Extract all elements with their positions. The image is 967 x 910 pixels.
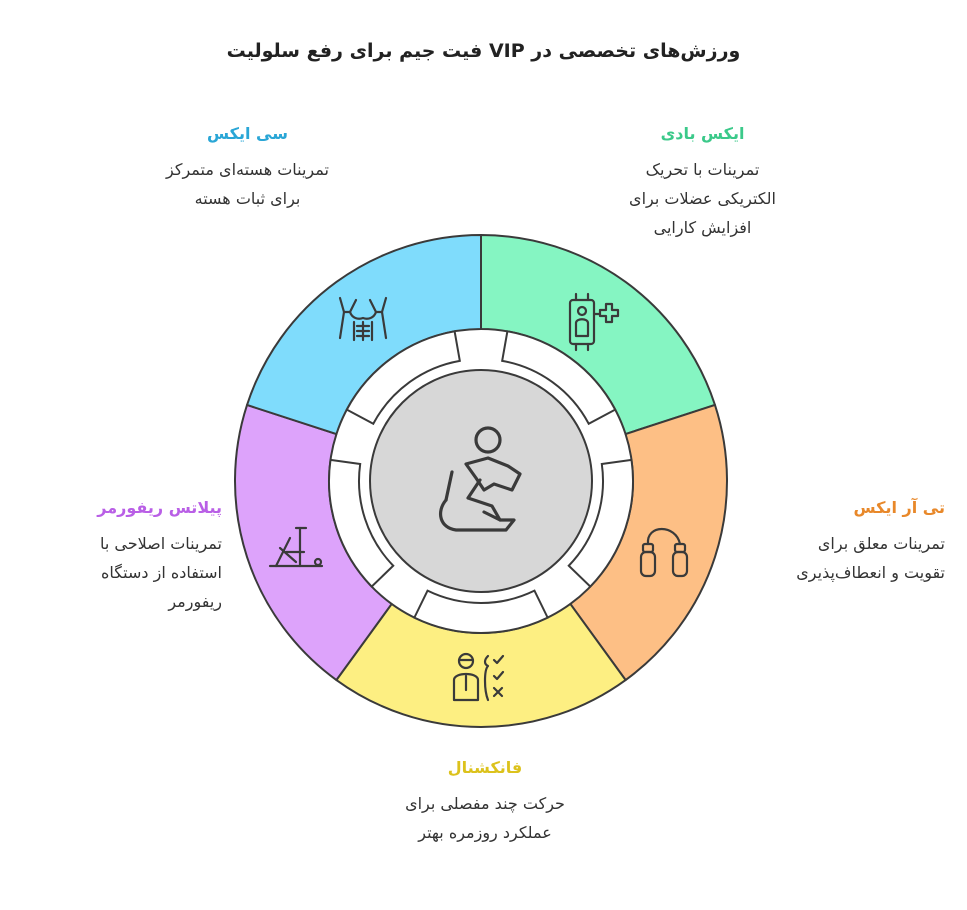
segment-label-cx	[140, 124, 355, 213]
segment-description	[330, 789, 640, 847]
description-line: تمرینات اصلاحی با	[99, 534, 222, 553]
segment-description	[745, 529, 945, 587]
description-line: برای ثبات هسته	[194, 189, 301, 208]
segment-name: ایکس بادی	[660, 124, 745, 143]
description-line: تقویت و انعطاف‌پذیری	[796, 563, 945, 582]
segment-description	[140, 155, 355, 213]
segment-name: سی ایکس	[207, 124, 288, 143]
description-line: تمرینات معلق برای	[817, 534, 945, 553]
description-line: حرکت چند مفصلی برای	[405, 794, 565, 813]
ring-connector	[414, 591, 547, 633]
segment-name: تی آر ایکس	[853, 498, 945, 517]
segment-label-pilates	[22, 498, 222, 616]
page-title: فیت جیم برای رفع سلولیت VIP ورزش‌های تخصصی در	[226, 40, 741, 62]
segment-label-xbody	[595, 124, 810, 242]
segment-label-functional	[330, 758, 640, 847]
description-line: تمرینات هسته‌ای متمرکز	[166, 160, 329, 179]
segment-name: پیلاتس ریفورمر	[97, 498, 222, 517]
description-line: عملکرد روزمره بهتر	[418, 823, 552, 842]
segment-description	[595, 155, 810, 242]
description-line: تمرینات با تحریک	[645, 160, 760, 179]
description-line: افزایش کارایی	[653, 218, 752, 237]
segment-description	[22, 529, 222, 616]
segment-label-trx	[745, 498, 945, 587]
segment-name: فانکشنال	[447, 758, 523, 777]
description-line: استفاده از دستگاه	[101, 563, 222, 582]
description-line: ریفورمر	[168, 592, 222, 611]
description-line: الکتریکی عضلات برای	[629, 189, 776, 208]
